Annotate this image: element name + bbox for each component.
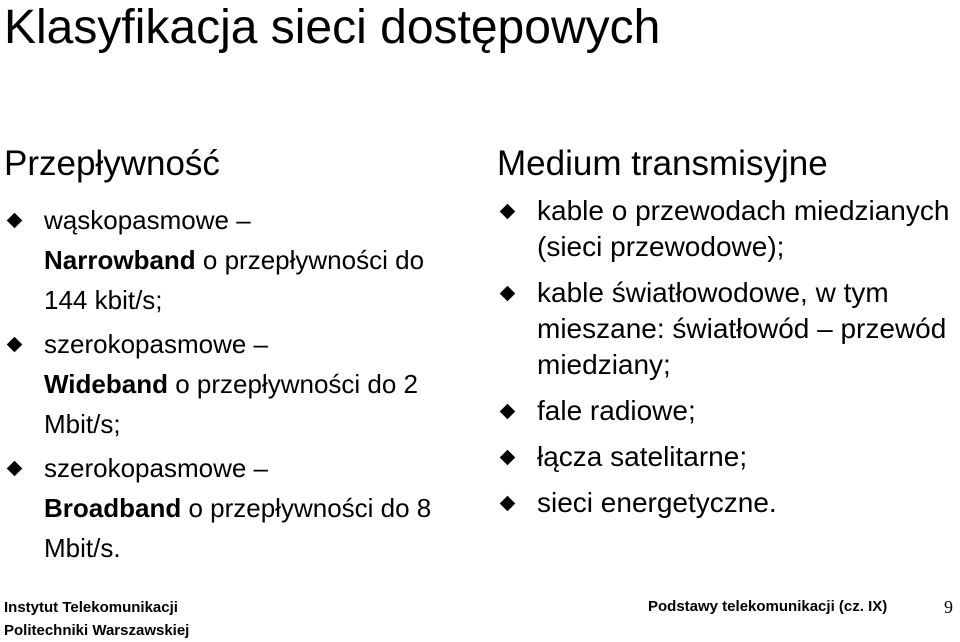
list-item-line-2: [44, 364, 474, 444]
list-item-text: sieci energetyczne.: [537, 487, 777, 518]
list-item-text: o przepływności do 144 kbit/s;: [44, 245, 425, 315]
list-item: [497, 393, 957, 429]
diamond-bullet-icon: [7, 337, 23, 353]
diamond-bullet-icon: [500, 496, 516, 512]
term-wideband: Wideband: [44, 369, 168, 399]
footer-institute: [4, 596, 189, 642]
term-narrowband: Narrowband: [44, 245, 196, 275]
list-item: [497, 193, 957, 265]
institute-line-2: Politechniki Warszawskiej: [4, 622, 190, 639]
list-item-line-1: szerokopasmowe –: [44, 329, 268, 359]
footer-course: Podstawy telekomunikacji (cz. IX): [648, 598, 888, 615]
list-item-text: kable o przewodach miedzianych (sieci przewodowe);: [537, 195, 950, 262]
list-item: [497, 275, 957, 383]
list-item-text: o przepływności do 8 Mbit/s.: [44, 493, 432, 563]
list-item: [497, 485, 957, 521]
list-item: [497, 439, 957, 475]
diamond-bullet-icon: [500, 204, 516, 220]
term-broadband: Broadband: [44, 493, 182, 523]
list-item-text: kable światłowodowe, w tym mieszane: światłowód – przewód miedziany;: [537, 277, 947, 380]
list-item-line-1: wąskopasmowe –: [44, 205, 251, 235]
list-item: [4, 324, 474, 444]
list-item-text: o przepływności do 2 Mbit/s;: [44, 369, 419, 439]
right-column-heading: Medium transmisyjne: [497, 144, 828, 183]
diamond-bullet-icon: [500, 450, 516, 466]
institute-line-1: Instytut Telekomunikacji: [4, 599, 178, 616]
diamond-bullet-icon: [7, 213, 23, 229]
slide-title: Klasyfikacja sieci dostępowych: [4, 1, 661, 54]
diamond-bullet-icon: [7, 461, 23, 477]
page-number: 9: [944, 597, 953, 617]
list-item: [4, 200, 474, 320]
diamond-bullet-icon: [500, 286, 516, 302]
list-item-text: fale radiowe;: [537, 395, 696, 426]
list-item-text: łącza satelitarne;: [537, 441, 748, 472]
left-column-heading: Przepływność: [4, 144, 220, 183]
list-item-line-2: [44, 240, 474, 320]
diamond-bullet-icon: [500, 404, 516, 420]
medium-list: [497, 193, 957, 531]
throughput-list: [4, 200, 474, 572]
list-item: [4, 448, 474, 568]
list-item-line-2: [44, 488, 474, 568]
list-item-line-1: szerokopasmowe –: [44, 453, 268, 483]
